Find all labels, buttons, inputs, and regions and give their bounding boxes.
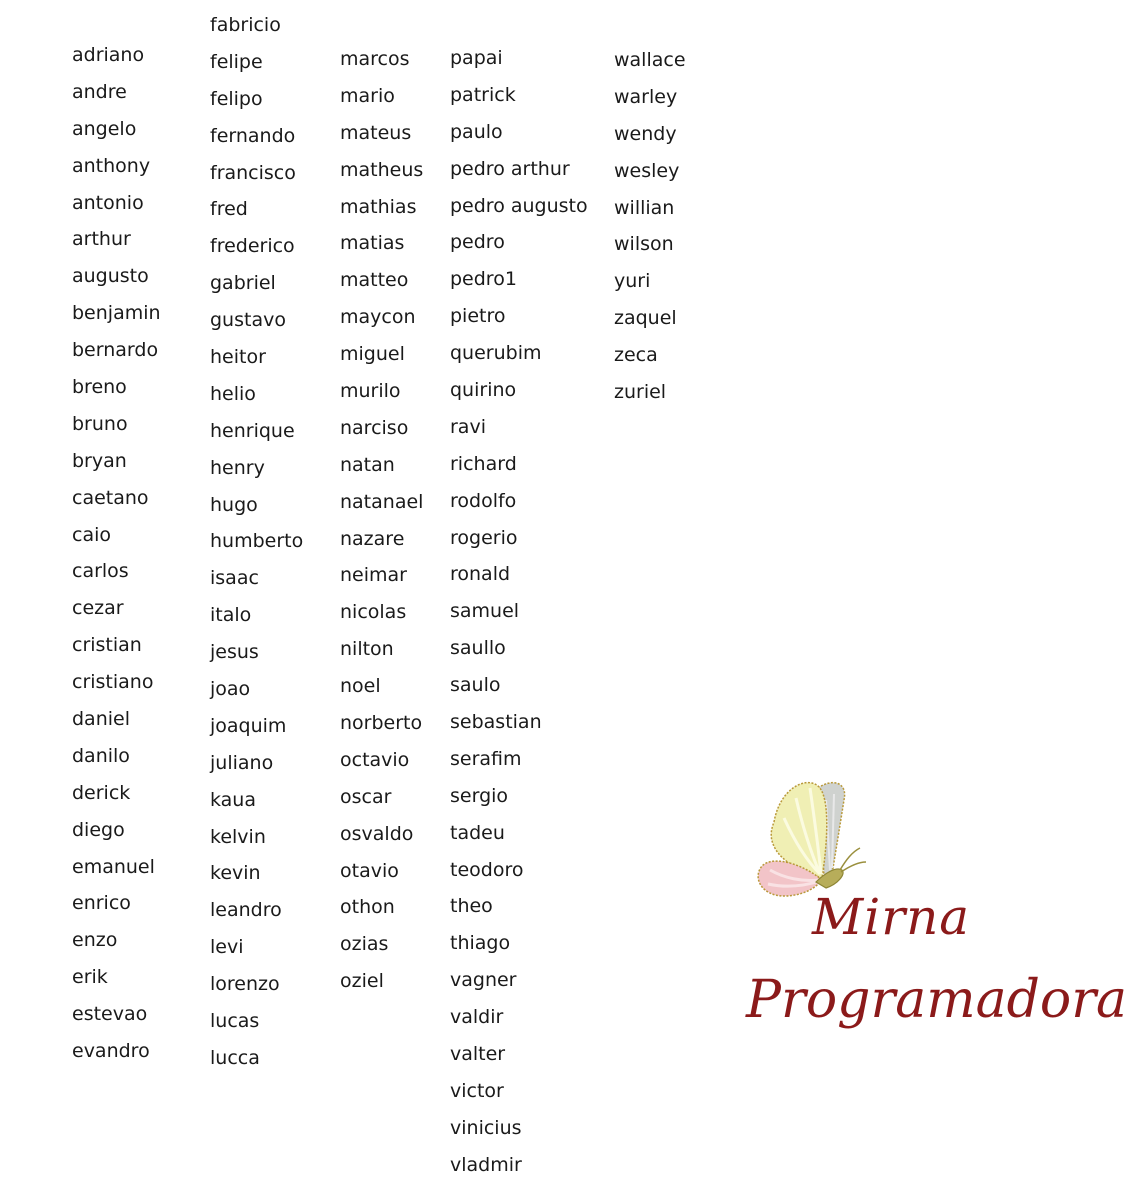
name-item: richard xyxy=(450,452,517,475)
name-item: saulo xyxy=(450,674,501,697)
name-item: valter xyxy=(450,1043,506,1066)
name-item: theo xyxy=(450,895,493,918)
name-item: carlos xyxy=(72,560,129,583)
name-item: felipo xyxy=(210,87,263,110)
name-item: cezar xyxy=(72,597,124,620)
name-item: natan xyxy=(340,453,395,476)
name-item: heitor xyxy=(210,346,266,369)
name-item: bryan xyxy=(72,449,127,472)
name-item: hugo xyxy=(210,493,258,516)
name-item: gabriel xyxy=(210,272,276,295)
name-item: ravi xyxy=(450,415,486,438)
name-item: francisco xyxy=(210,161,296,184)
name-item: leandro xyxy=(210,899,282,922)
name-item: tadeu xyxy=(450,821,505,844)
name-item: felipe xyxy=(210,50,263,73)
name-item: evandro xyxy=(72,1040,150,1063)
name-item: augusto xyxy=(72,265,149,288)
name-item: zeca xyxy=(614,344,658,367)
name-item: cristiano xyxy=(72,671,154,694)
name-item: wendy xyxy=(614,122,677,145)
name-item: helio xyxy=(210,382,256,405)
name-item: marcos xyxy=(340,48,410,70)
name-item: pedro xyxy=(450,231,505,254)
name-item: bernardo xyxy=(72,339,159,362)
name-item: levi xyxy=(210,936,244,959)
name-column-3 xyxy=(340,41,423,1000)
name-item: adriano xyxy=(72,44,145,66)
name-item: sebastian xyxy=(450,711,542,734)
name-item: danilo xyxy=(72,744,130,767)
name-item: othon xyxy=(340,896,395,919)
name-item: fabricio xyxy=(210,14,281,36)
name-item: enzo xyxy=(72,929,118,952)
name-item: matias xyxy=(340,232,405,255)
name-item: isaac xyxy=(210,567,259,590)
name-item: enrico xyxy=(72,892,131,915)
name-item: samuel xyxy=(450,600,520,623)
name-item: antonio xyxy=(72,191,144,214)
name-item: derick xyxy=(72,781,131,804)
name-item: murilo xyxy=(340,380,401,403)
name-item: jesus xyxy=(210,641,259,664)
name-item: vagner xyxy=(450,969,517,992)
name-item: henry xyxy=(210,456,265,479)
name-item: mateus xyxy=(340,121,412,144)
name-item: otavio xyxy=(340,859,399,882)
name-item: wilson xyxy=(614,233,674,256)
name-item: kevin xyxy=(210,862,261,885)
name-item: wesley xyxy=(614,159,680,182)
name-item: pedro arthur xyxy=(450,157,570,180)
name-item: vinicius xyxy=(450,1116,522,1139)
name-item: andre xyxy=(72,80,127,103)
name-item: bruno xyxy=(72,412,128,435)
name-item: osvaldo xyxy=(340,822,414,845)
name-item: pedro augusto xyxy=(450,194,588,217)
name-item: nazare xyxy=(340,527,405,550)
name-item: octavio xyxy=(340,748,410,771)
name-item: miguel xyxy=(340,343,405,366)
name-item: kaua xyxy=(210,788,256,811)
name-item: nicolas xyxy=(340,601,407,624)
name-item: thiago xyxy=(450,932,511,955)
brand-logo xyxy=(740,770,1127,1070)
name-item: erik xyxy=(72,966,108,989)
name-item: mario xyxy=(340,84,395,107)
name-item: sergio xyxy=(450,784,509,807)
name-item: noel xyxy=(340,675,381,698)
name-item: joao xyxy=(210,678,251,701)
name-item: warley xyxy=(614,85,678,108)
name-item: lorenzo xyxy=(210,973,280,996)
name-item: yuri xyxy=(614,270,651,293)
name-item: emanuel xyxy=(72,855,155,878)
name-item: humberto xyxy=(210,530,304,553)
name-item: juliano xyxy=(210,751,274,774)
name-item: frederico xyxy=(210,235,295,258)
name-item: querubim xyxy=(450,342,542,365)
name-item: rogerio xyxy=(450,526,518,549)
name-item: paulo xyxy=(450,120,503,143)
name-column-5 xyxy=(614,42,686,411)
name-item: oscar xyxy=(340,785,392,808)
name-item: arthur xyxy=(72,228,131,251)
name-item: norberto xyxy=(340,712,423,735)
name-item: ronald xyxy=(450,563,511,586)
name-item: natanael xyxy=(340,490,424,513)
name-item: rodolfo xyxy=(450,489,517,512)
name-column-1 xyxy=(72,37,161,1070)
name-item: fred xyxy=(210,198,248,221)
name-item: willian xyxy=(614,196,675,219)
name-item: anthony xyxy=(72,154,151,177)
logo-name: Mirna xyxy=(812,888,971,946)
name-item: vladmir xyxy=(450,1153,522,1176)
name-column-4 xyxy=(450,40,588,1184)
logo-subtitle: Programadora xyxy=(746,970,1127,1030)
name-item: benjamin xyxy=(72,302,161,325)
name-item: lucas xyxy=(210,1010,260,1033)
name-item: serafim xyxy=(450,747,522,770)
name-item: fernando xyxy=(210,124,296,147)
name-item: mathias xyxy=(340,195,417,218)
name-item: oziel xyxy=(340,970,384,993)
name-item: ozias xyxy=(340,933,389,956)
name-item: narciso xyxy=(340,416,409,439)
name-item: joaquim xyxy=(210,714,287,737)
name-item: teodoro xyxy=(450,858,524,881)
name-item: patrick xyxy=(450,83,516,106)
name-item: maycon xyxy=(340,306,416,329)
name-item: zuriel xyxy=(614,381,667,404)
name-item: quirino xyxy=(450,379,517,402)
name-item: daniel xyxy=(72,708,130,731)
name-item: papai xyxy=(450,47,503,69)
name-item: lucca xyxy=(210,1046,260,1069)
name-item: wallace xyxy=(614,49,686,71)
name-item: cristian xyxy=(72,634,142,657)
name-item: henrique xyxy=(210,419,295,442)
name-item: matteo xyxy=(340,269,409,292)
name-item: matheus xyxy=(340,158,424,181)
name-item: pedro1 xyxy=(450,268,517,291)
name-column-2 xyxy=(210,7,303,1077)
name-item: caio xyxy=(72,523,111,546)
name-item: valdir xyxy=(450,1006,504,1029)
name-item: victor xyxy=(450,1079,504,1102)
name-item: caetano xyxy=(72,486,149,509)
name-item: saullo xyxy=(450,637,506,660)
name-item: italo xyxy=(210,604,252,627)
name-item: angelo xyxy=(72,117,137,140)
name-item: neimar xyxy=(340,564,407,587)
name-item: pietro xyxy=(450,305,506,328)
name-item: breno xyxy=(72,376,127,399)
name-item: gustavo xyxy=(210,309,286,332)
name-item: zaquel xyxy=(614,307,677,330)
name-item: diego xyxy=(72,818,125,841)
name-item: nilton xyxy=(340,638,394,661)
name-item: kelvin xyxy=(210,825,266,848)
name-item: estevao xyxy=(72,1003,148,1026)
